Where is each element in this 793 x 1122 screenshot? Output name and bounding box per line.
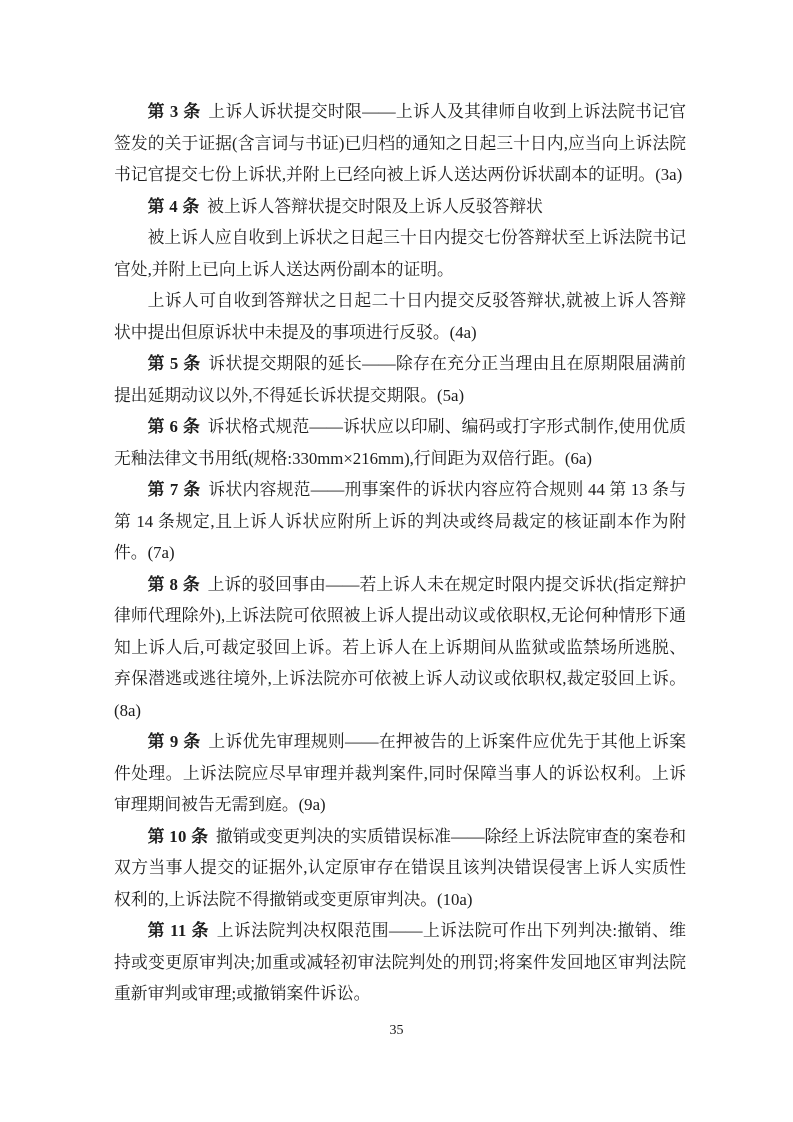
article-paragraph — [114, 222, 686, 285]
article-text: 撤销或变更判决的实质错误标准——除经上诉法院审查的案卷和双方当事人提交的证据外,认定原审存在错误且该判决错误侵害上诉人实质性权利的,上诉法院不得撤销或变更原审判决。(10a) — [114, 826, 686, 909]
article-number-label: 第 9 条 — [147, 732, 201, 751]
article-number-label: 第 7 条 — [147, 480, 201, 499]
article-paragraph — [114, 191, 686, 223]
article-text: 被上诉人答辩状提交时限及上诉人反驳答辩状 — [207, 196, 543, 216]
article-paragraph — [114, 411, 686, 474]
article-text: 被上诉人应自收到上诉状之日起三十日内提交七份答辩状至上诉法院书记官处,并附上已向上诉人送达两份副本的证明。 — [114, 228, 686, 279]
article-paragraph — [114, 821, 686, 916]
article-number-label: 第 6 条 — [147, 417, 201, 436]
article-text: 上诉法院判决权限范围——上诉法院可作出下列判决:撤销、维持或变更原审判决;加重或减轻初审法院判处的刑罚;将案件发回地区审判法院重新审判或审理;或撤销案件诉讼。 — [114, 921, 686, 1003]
article-text: 诉状提交期限的延长——除存在充分正当理由且在原期限届满前提出延期动议以外,不得延长诉状提交期限。(5a) — [114, 354, 686, 405]
article-paragraph — [114, 285, 686, 348]
article-number-label: 第 8 条 — [147, 574, 201, 594]
article-number-label: 第 5 条 — [147, 354, 201, 373]
article-text: 上诉的驳回事由——若上诉人未在规定时限内提交诉状(指定辩护律师代理除外),上诉法院可依照被上诉人提出动议或依职权,无论何种情形下通知上诉人后,可裁定驳回上诉。若上诉人在上诉期间从监狱或监禁场所逃脱、弃保潜逃或逃往境外,上诉法院亦可依被上诉人动议或依职权,裁定驳回上诉。(8a) — [114, 574, 687, 720]
article-text: 上诉人可自收到答辩状之日起二十日内提交反驳答辩状,就被上诉人答辩状中提出但原诉状中未提及的事项进行反驳。(4a) — [114, 291, 686, 342]
article-number-label: 第 10 条 — [147, 826, 209, 846]
article-number-label: 第 4 条 — [147, 196, 200, 216]
article-paragraph — [114, 96, 686, 191]
article-paragraph — [114, 569, 686, 727]
article-text: 上诉优先审理规则——在押被告的上诉案件应优先于其他上诉案件处理。上诉法院应尽早审理并裁判案件,同时保障当事人的诉讼权利。上诉审理期间被告无需到庭。(9a) — [114, 732, 686, 814]
article-paragraph — [114, 726, 686, 821]
document-body — [114, 96, 686, 1010]
article-paragraph — [114, 348, 686, 411]
article-paragraph — [114, 915, 686, 1010]
article-paragraph — [114, 474, 686, 569]
article-text: 上诉人诉状提交时限——上诉人及其律师自收到上诉法院书记官签发的关于证据(含言词与书证)已归档的通知之日起三十日内,应当向上诉法院书记官提交七份上诉状,并附上已经向被上诉人送达两份诉状副本的证明。(3a) — [114, 102, 686, 184]
article-text: 诉状格式规范——诉状应以印刷、编码或打字形式制作,使用优质无釉法律文书用纸(规格:330mm×216mm),行间距为双倍行距。(6a) — [114, 417, 686, 468]
page-number: 35 — [389, 1023, 404, 1038]
article-number-label: 第 11 条 — [147, 921, 210, 940]
article-text: 诉状内容规范——刑事案件的诉状内容应符合规则 44 第 13 条与第 14 条规定,且上诉人诉状应附所上诉的判决或终局裁定的核证副本作为附件。(7a) — [114, 480, 686, 562]
article-number-label: 第 3 条 — [147, 102, 201, 121]
